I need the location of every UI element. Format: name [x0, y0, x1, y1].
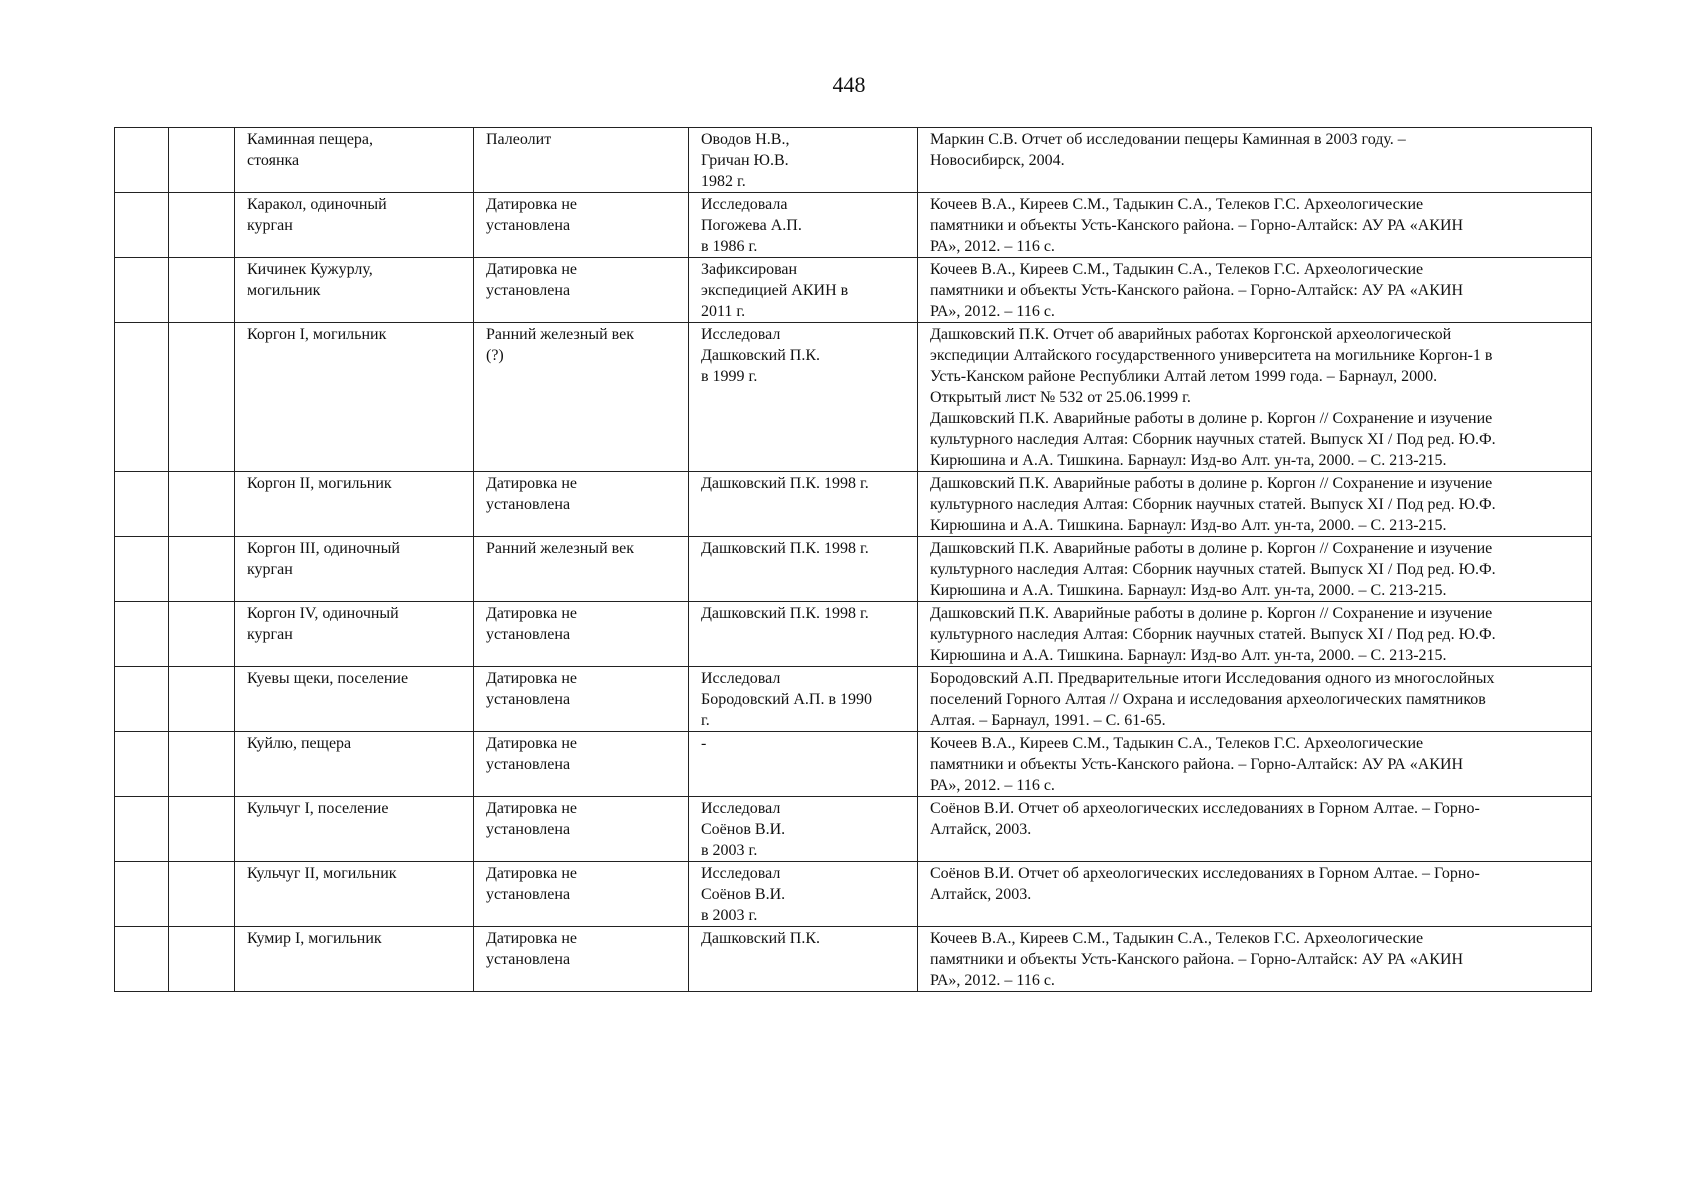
row-number-cell	[115, 797, 169, 862]
sub-number-cell	[169, 862, 235, 927]
table-row	[115, 323, 1592, 472]
sub-number-cell	[169, 323, 235, 472]
monument-name-cell: Куйлю, пещера	[235, 732, 474, 797]
row-number-cell	[115, 258, 169, 323]
literature-cell: Соёнов В.И. Отчет об археологических исследованиях в Горном Алтае. – Горно- Алтайск, 2003.	[918, 862, 1592, 927]
sub-number-cell	[169, 537, 235, 602]
research-cell: Исследовал Соёнов В.И. в 2003 г.	[689, 797, 918, 862]
table-row	[115, 862, 1592, 927]
row-number-cell	[115, 128, 169, 193]
research-cell: Дашковский П.К.	[689, 927, 918, 992]
literature-cell: Кочеев В.А., Киреев С.М., Тадыкин С.А., Телеков Г.С. Археологические памятники и объекты Усть-Канского района. – Горно-Алтайск: АУ РА «АКИН РА», 2012. – 116 с.	[918, 927, 1592, 992]
table-row	[115, 472, 1592, 537]
sub-number-cell	[169, 258, 235, 323]
sub-number-cell	[169, 472, 235, 537]
table-row	[115, 732, 1592, 797]
table-row	[115, 602, 1592, 667]
research-cell: Дашковский П.К. 1998 г.	[689, 537, 918, 602]
sub-number-cell	[169, 602, 235, 667]
monument-name-cell: Кумир I, могильник	[235, 927, 474, 992]
dating-cell: Датировка не установлена	[474, 258, 689, 323]
dating-cell: Датировка не установлена	[474, 602, 689, 667]
row-number-cell	[115, 862, 169, 927]
row-number-cell	[115, 193, 169, 258]
research-cell: Исследовал Дашковский П.К. в 1999 г.	[689, 323, 918, 472]
row-number-cell	[115, 602, 169, 667]
table-row	[115, 193, 1592, 258]
table-row	[115, 927, 1592, 992]
dating-cell: Ранний железный век	[474, 537, 689, 602]
sub-number-cell	[169, 667, 235, 732]
row-number-cell	[115, 323, 169, 472]
research-cell: -	[689, 732, 918, 797]
monument-name-cell: Кульчуг II, могильник	[235, 862, 474, 927]
table-row	[115, 128, 1592, 193]
sub-number-cell	[169, 193, 235, 258]
dating-cell: Датировка не установлена	[474, 797, 689, 862]
literature-cell: Бородовский А.П. Предварительные итоги Исследования одного из многослойных поселений Горного Алтая // Охрана и исследования археологических памятников Алтая. – Барнаул, 1991. – С. 61-65.	[918, 667, 1592, 732]
dating-cell: Датировка не установлена	[474, 862, 689, 927]
monument-name-cell: Куевы щеки, поселение	[235, 667, 474, 732]
dating-cell: Датировка не установлена	[474, 193, 689, 258]
literature-cell: Кочеев В.А., Киреев С.М., Тадыкин С.А., Телеков Г.С. Археологические памятники и объекты Усть-Канского района. – Горно-Алтайск: АУ РА «АКИН РА», 2012. – 116 с.	[918, 732, 1592, 797]
sub-number-cell	[169, 128, 235, 193]
dating-cell: Палеолит	[474, 128, 689, 193]
table-row	[115, 667, 1592, 732]
monument-name-cell: Каракол, одиночный курган	[235, 193, 474, 258]
sub-number-cell	[169, 927, 235, 992]
row-number-cell	[115, 927, 169, 992]
row-number-cell	[115, 732, 169, 797]
dating-cell: Датировка не установлена	[474, 927, 689, 992]
literature-cell: Дашковский П.К. Аварийные работы в долине р. Коргон // Сохранение и изучение культурного наследия Алтая: Сборник научных статей. Выпуск XI / Под ред. Ю.Ф. Кирюшина и А.А. Тишкина. Барнаул: Изд-во Алт. ун-та, 2000. – С. 213-215.	[918, 537, 1592, 602]
research-cell: Зафиксирован экспедицией АКИН в 2011 г.	[689, 258, 918, 323]
literature-cell: Соёнов В.И. Отчет об археологических исследованиях в Горном Алтае. – Горно- Алтайск, 2003.	[918, 797, 1592, 862]
dating-cell: Датировка не установлена	[474, 472, 689, 537]
monuments-table	[114, 127, 1592, 992]
table-row	[115, 537, 1592, 602]
research-cell: Дашковский П.К. 1998 г.	[689, 602, 918, 667]
literature-cell: Кочеев В.А., Киреев С.М., Тадыкин С.А., Телеков Г.С. Археологические памятники и объекты Усть-Канского района. – Горно-Алтайск: АУ РА «АКИН РА», 2012. – 116 с.	[918, 193, 1592, 258]
row-number-cell	[115, 472, 169, 537]
dating-cell: Датировка не установлена	[474, 732, 689, 797]
dating-cell: Датировка не установлена	[474, 667, 689, 732]
literature-cell: Маркин С.В. Отчет об исследовании пещеры Каминная в 2003 году. – Новосибирск, 2004.	[918, 128, 1592, 193]
research-cell: Исследовал Соёнов В.И. в 2003 г.	[689, 862, 918, 927]
monument-name-cell: Каминная пещера, стоянка	[235, 128, 474, 193]
research-cell: Исследовала Погожева А.П. в 1986 г.	[689, 193, 918, 258]
monument-name-cell: Коргон II, могильник	[235, 472, 474, 537]
row-number-cell	[115, 537, 169, 602]
monument-name-cell: Кичинек Кужурлу, могильник	[235, 258, 474, 323]
page-number: 448	[832, 72, 866, 97]
literature-cell: Дашковский П.К. Аварийные работы в долине р. Коргон // Сохранение и изучение культурного наследия Алтая: Сборник научных статей. Выпуск XI / Под ред. Ю.Ф. Кирюшина и А.А. Тишкина. Барнаул: Изд-во Алт. ун-та, 2000. – С. 213-215.	[918, 602, 1592, 667]
literature-cell: Дашковский П.К. Отчет об аварийных работах Коргонской археологической экспедиции Алтайского государственного университета на могильнике Коргон-1 в Усть-Канском районе Республики Алтай летом 1999 года. – Барнаул, 2000. Открытый лист № 532 от 25.06.1999 г. Дашковский П.К. Аварийные работы в долине р. Коргон // Сохранение и изучение культурного наследия Алтая: Сборник научных статей. Выпуск XI / Под ред. Ю.Ф. Кирюшина и А.А. Тишкина. Барнаул: Изд-во Алт. ун-та, 2000. – С. 213-215.	[918, 323, 1592, 472]
monument-name-cell: Кульчуг I, поселение	[235, 797, 474, 862]
table-row	[115, 258, 1592, 323]
research-cell: Оводов Н.В., Гричан Ю.В. 1982 г.	[689, 128, 918, 193]
row-number-cell	[115, 667, 169, 732]
sub-number-cell	[169, 797, 235, 862]
sub-number-cell	[169, 732, 235, 797]
dating-cell: Ранний железный век (?)	[474, 323, 689, 472]
literature-cell: Кочеев В.А., Киреев С.М., Тадыкин С.А., Телеков Г.С. Археологические памятники и объекты Усть-Канского района. – Горно-Алтайск: АУ РА «АКИН РА», 2012. – 116 с.	[918, 258, 1592, 323]
monument-name-cell: Коргон III, одиночный курган	[235, 537, 474, 602]
monument-name-cell: Коргон I, могильник	[235, 323, 474, 472]
research-cell: Исследовал Бородовский А.П. в 1990 г.	[689, 667, 918, 732]
monument-name-cell: Коргон IV, одиночный курган	[235, 602, 474, 667]
table-row	[115, 797, 1592, 862]
table-body	[115, 128, 1592, 992]
research-cell: Дашковский П.К. 1998 г.	[689, 472, 918, 537]
literature-cell: Дашковский П.К. Аварийные работы в долине р. Коргон // Сохранение и изучение культурного наследия Алтая: Сборник научных статей. Выпуск XI / Под ред. Ю.Ф. Кирюшина и А.А. Тишкина. Барнаул: Изд-во Алт. ун-та, 2000. – С. 213-215.	[918, 472, 1592, 537]
